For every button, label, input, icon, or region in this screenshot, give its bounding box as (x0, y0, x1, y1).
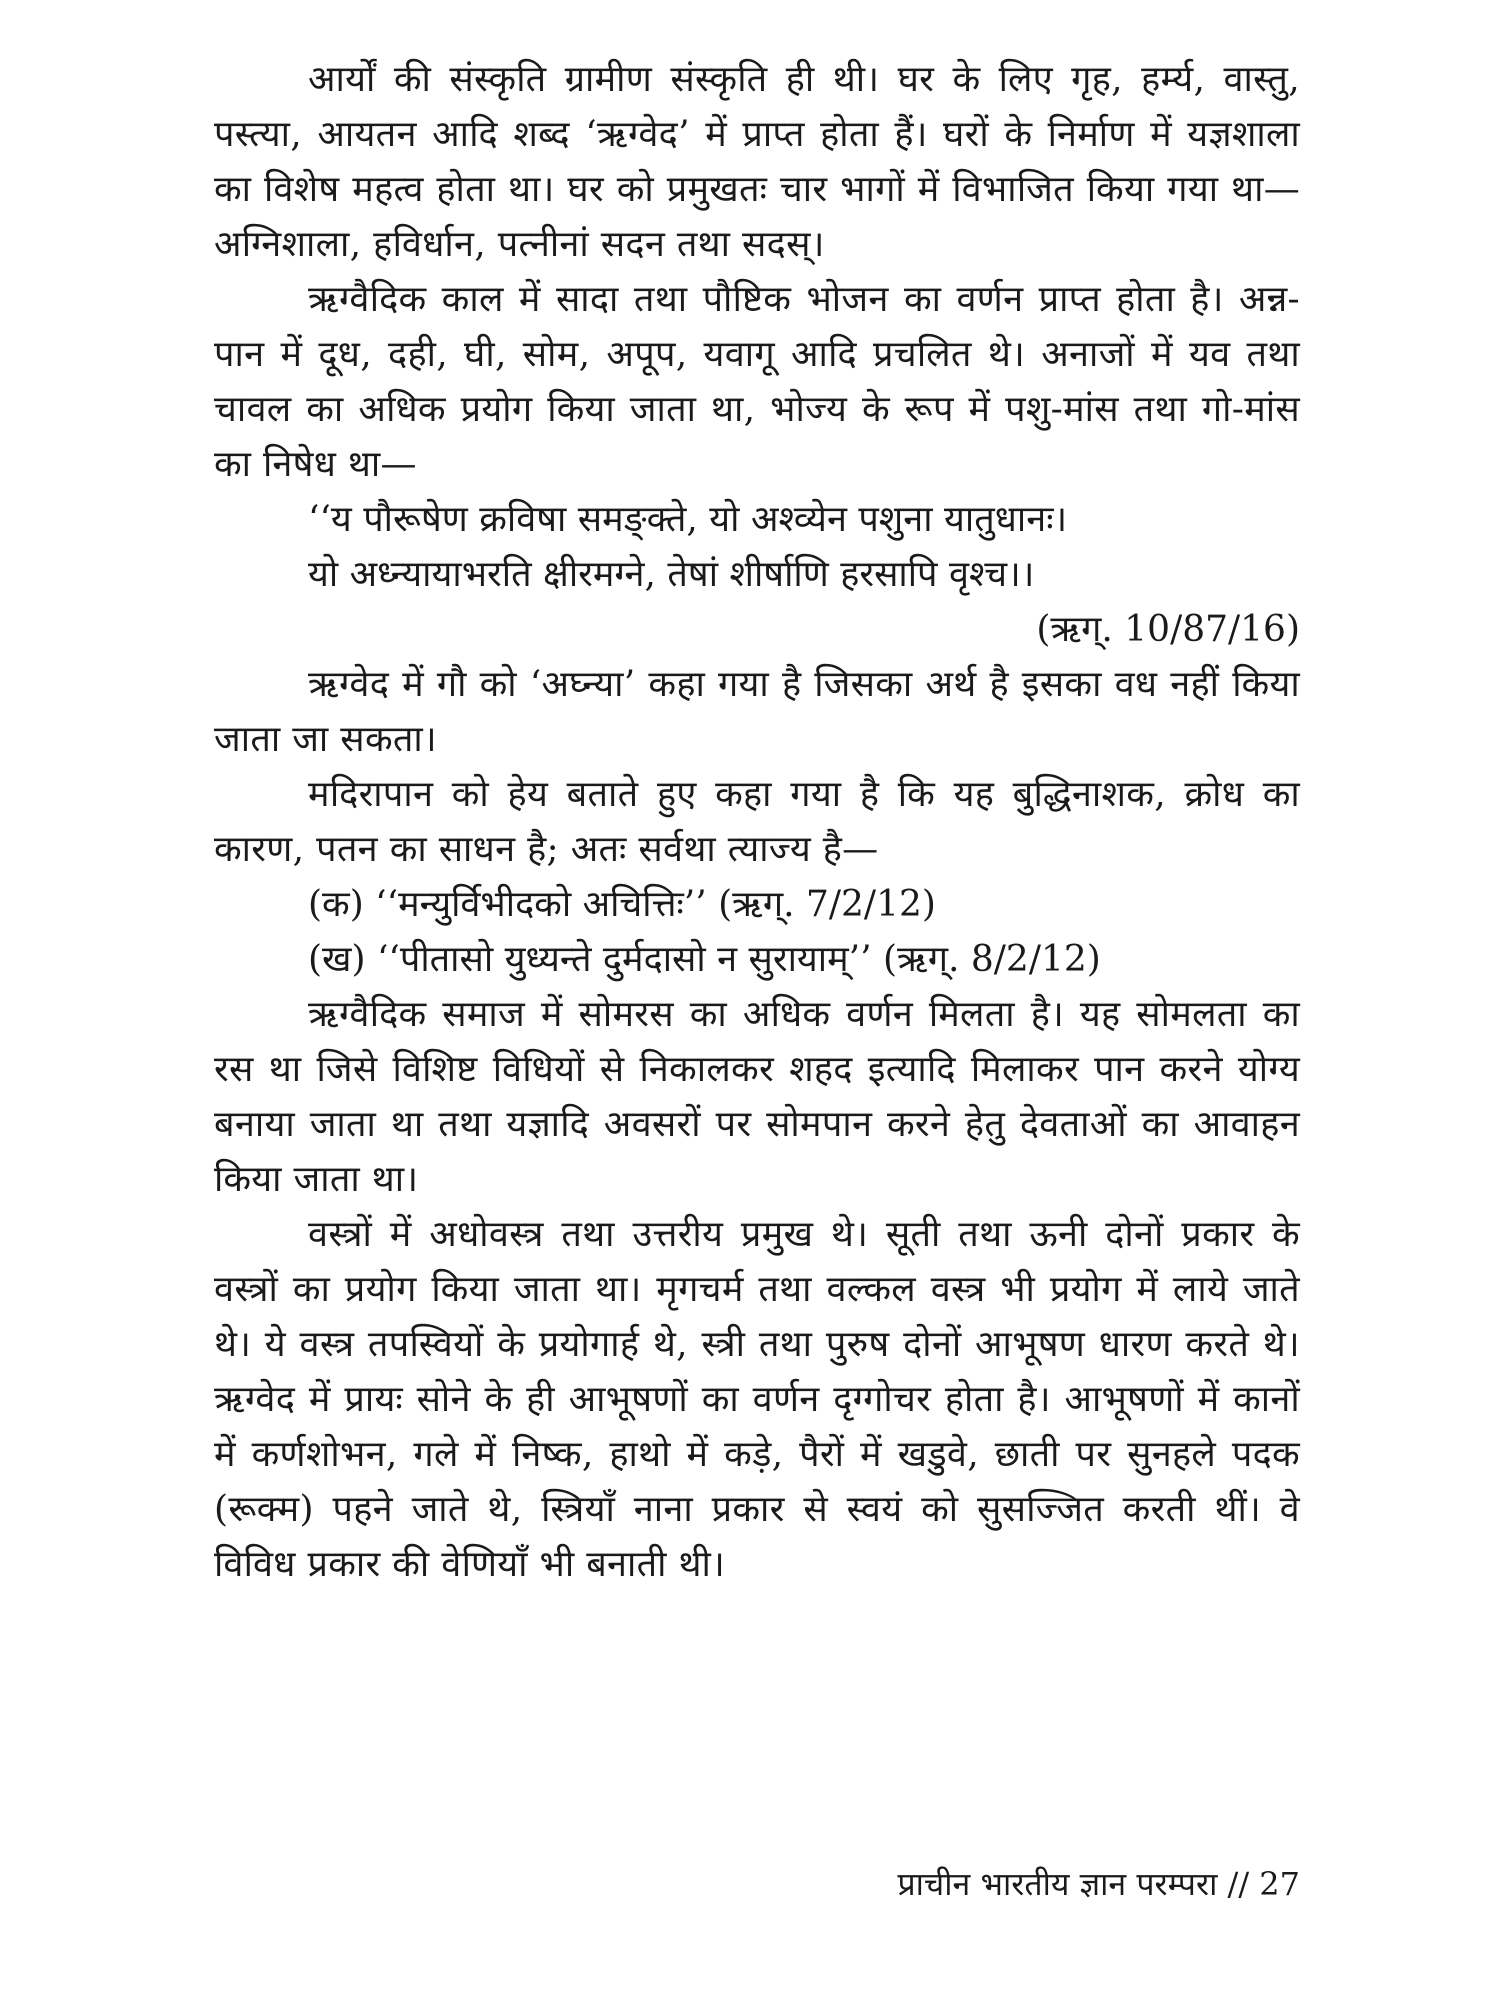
verse-citation: (ऋग्. 10/87/16) (1036, 609, 1300, 650)
paragraph-soma: ऋग्वैदिक समाज में सोमरस का अधिक वर्णन मिलता है। यह सोमलता का रस था जिसे विशिष्ट विधियों से निकालकर शहद इत्यादि मिलाकर पान करने योग्य बनाया जाता था तथा यज्ञादि अवसरों पर सोमपान करने हेतु देवताओं का आवाहन किया जाता था। (214, 994, 1300, 1200)
paragraph-housing: आर्यों की संस्कृति ग्रामीण संस्कृति ही थी। घर के लिए गृह, हर्म्य, वास्तु, पस्त्या, आयतन आदि शब्द ‘ऋग्वेद’ में प्राप्त होता हैं। घरों के निर्माण में यज्ञशाला का विशेष महत्व होता था। घर को प्रमुखतः चार भागों में विभाजित किया गया था—अग्निशाला, हविर्धान, पत्नीनां सदन तथा सदस्। (214, 59, 1300, 265)
quote-kha: (ख) ‘‘पीतासो युध्यन्ते दुर्मदासो न सुरायाम्’’ (ऋग्. 8/2/12) (308, 939, 1101, 980)
paragraph-clothing: वस्त्रों में अधोवस्त्र तथा उत्तरीय प्रमुख थे। सूती तथा ऊनी दोनों प्रकार के वस्त्रों का प्रयोग किया जाता था। मृगचर्म तथा वल्कल वस्त्र भी प्रयोग में लाये जाते थे। ये वस्त्र तपस्वियों के प्रयोगार्ह थे, स्त्री तथा पुरुष दोनों आभूषण धारण करते थे। ऋग्वेद में प्रायः सोने के ही आभूषणों का वर्णन दृग्गोचर होता है। आभूषणों में कानों में कर्णशोभन, गले में निष्क, हाथो में कड़े, पैरों में खडुवे, छाती पर सुनहले पदक (रूक्म) पहने जाते थे, स्त्रियाँ नाना प्रकार से स्वयं को सुसज्जित करती थीं। वे विविध प्रकार की वेणियाँ भी बनाती थी। (214, 1214, 1300, 1585)
running-footer: प्राचीन भारतीय ज्ञान परम्परा // 27 (897, 1865, 1300, 1903)
verse-line-2: यो अध्न्यायाभरति क्षीरमग्ने, तेषां शीर्षाणि हरसापि वृश्च।। (308, 554, 1035, 595)
quote-ka: (क) ‘‘मन्युर्विभीदको अचित्तिः’’ (ऋग्. 7/2/12) (308, 884, 936, 925)
paragraph-liquor: मदिरापान को हेय बताते हुए कहा गया है कि यह बुद्धिनाशक, क्रोध का कारण, पतन का साधन है; अतः सर्वथा त्याज्य है— (214, 774, 1300, 870)
verse-line-1: ‘‘य पौरूषेण क्रविषा समङ्क्ते, यो अश्व्येन पशुना यातुधानः। (308, 499, 1068, 540)
paragraph-food: ऋग्वैदिक काल में सादा तथा पौष्टिक भोजन का वर्णन प्राप्त होता है। अन्न-पान में दूध, दही, घी, सोम, अपूप, यवागू आदि प्रचलित थे। अनाजों में यव तथा चावल का अधिक प्रयोग किया जाता था, भोज्य के रूप में पशु-मांस तथा गो-मांस का निषेध था— (214, 279, 1300, 485)
paragraph-cow: ऋग्वेद में गौ को ‘अघ्न्या’ कहा गया है जिसका अर्थ है इसका वध नहीं किया जाता जा सकता। (214, 664, 1300, 760)
page-body (214, 52, 1300, 1952)
